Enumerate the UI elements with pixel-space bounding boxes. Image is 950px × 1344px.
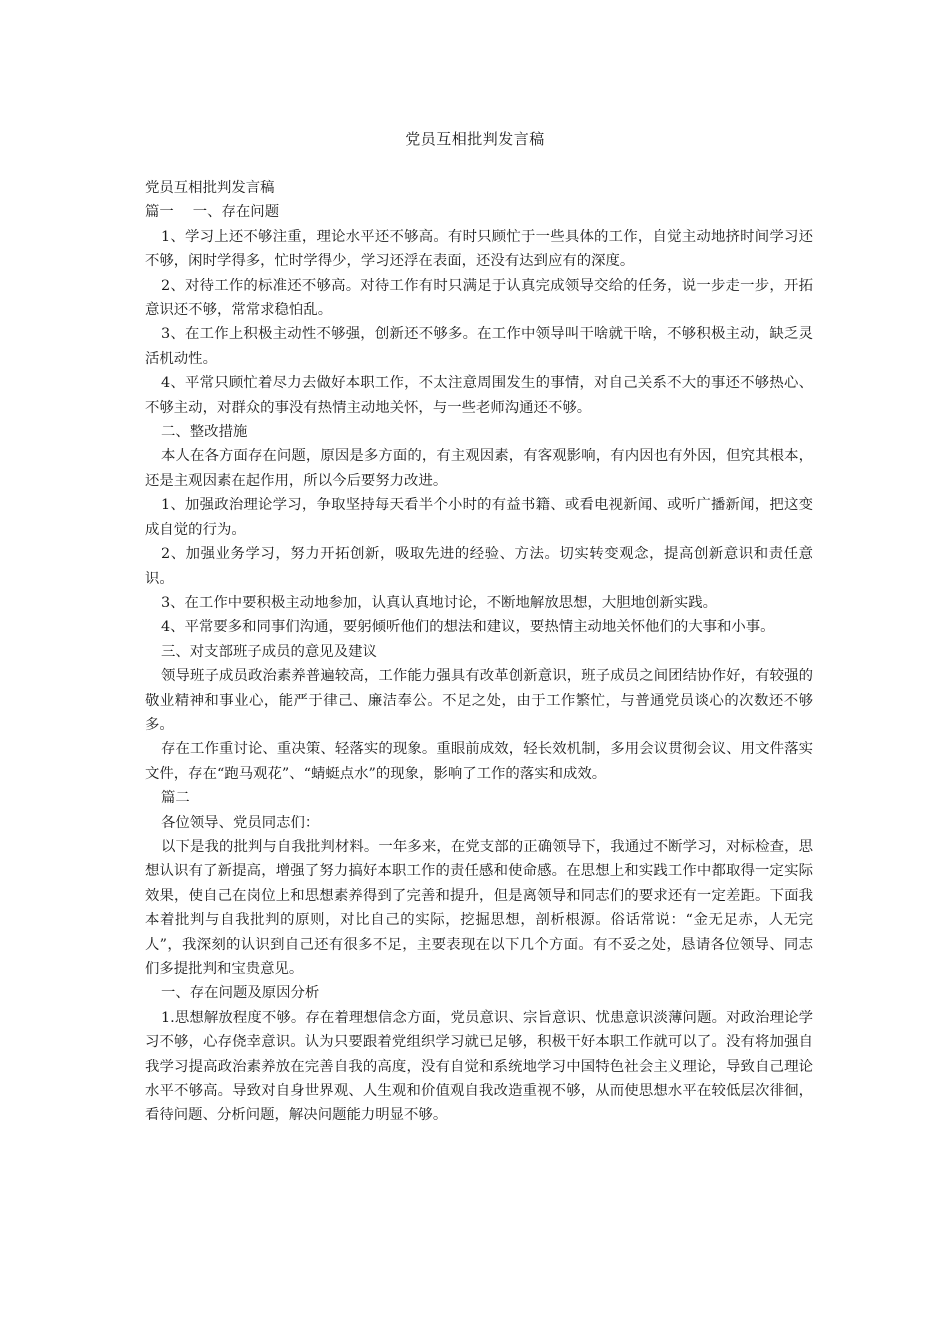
paragraph: 篇二 (161, 790, 190, 807)
paragraph: 以下是我的批判与自我批判材料。一年多来，在党支部的正确领导下，我通过不断学习，对标检查，思想认识有了新提高，增强了努力搞好本职工作的责任感和使命感。在思想上和实践工作中都取得一定实际效果，使自己在岗位上和思想素养得到了完善和提升，但是离领导和同志们的要求还有一定差距。下面我本着批判与自我批判的原则，对比自己的实际，挖掘思想，剖析根源。俗话常说：“金无足赤，人无完人”，我深刻的认识到自己还有很多不足，主要表现在以下几个方面。有不妥之处，恳请各位领导、同志们多提批判和宝贵意见。 (145, 838, 813, 977)
paragraph: 1.思想解放程度不够。存在着理想信念方面，党员意识、宗旨意识、忧患意识淡薄问题。对政治理论学习不够，心存侥幸意识。认为只要跟着党组织学习就已足够，积极干好本职工作就可以了。没有将加强自我学习提高政治素养放在完善自我的高度，没有自觉和系统地学习中国特色社会主义理论，导致自己理论水平不够高。导致对自身世界观、人生观和价值观自我改造重视不够，从而使思想水平在较低层次徘徊，看待问题、分析问题，解决问题能力明显不够。 (145, 1009, 813, 1124)
paragraph: 二、整改措施 (161, 424, 248, 441)
paragraph: 3、在工作中要积极主动地参加，认真认真地讨论，不断地解放思想，大胆地创新实践。 (161, 594, 718, 611)
paragraph: 4、平常要多和同事们沟通，要躬倾听他们的想法和建议，要热情主动地关怀他们的大事和小事。 (161, 619, 775, 636)
paragraph: 篇一 一、存在问题 (145, 204, 280, 221)
paragraph: 本人在各方面存在问题，原因是多方面的，有主观因素，有客观影响，有内因也有外因，但究其根本，还是主观因素在起作用，所以今后要努力改进。 (145, 448, 813, 489)
paragraph: 一、存在问题及原因分析 (161, 985, 320, 1002)
paragraph: 各位领导、党员同志们： (161, 814, 320, 831)
paragraph: 1、加强政治理论学习，争取坚持每天看半个小时的有益书籍、或看电视新闻、或听广播新闻，把这变成自觉的行为。 (145, 497, 813, 538)
paragraph: 2、对待工作的标准还不够高。对待工作有时只满足于认真完成领导交给的任务，说一步走一步，开拓意识还不够，常常求稳怕乱。 (145, 277, 813, 319)
paragraph: 领导班子成员政治素养普遍较高，工作能力强具有改革创新意识，班子成员之间团结协作好，有较强的敬业精神和事业心，能严于律己、廉洁奉公。不足之处，由于工作繁忙，与普通党员谈心的次数还不够多。 (145, 668, 813, 733)
paragraph: 三、对支部班子成员的意见及建议 (161, 643, 377, 660)
paragraph: 1、学习上还不够注重，理论水平还不够高。有时只顾忙于一些具体的工作，自觉主动地挤时间学习还不够，闲时学得多，忙时学得少，学习还浮在表面，还没有达到应有的深度。 (145, 228, 813, 270)
paragraph: 3、在工作上积极主动性不够强，创新还不够多。在工作中领导叫干啥就干啥，不够积极主动，缺乏灵活机动性。 (145, 326, 813, 367)
paragraph: 党员互相批判发言稿 (145, 180, 275, 196)
paragraph: 4、平常只顾忙着尽力去做好本职工作，不太注意周围发生的事情，对自己关系不大的事还不够热心、不够主动，对群众的事没有热情主动地关怀，与一些老师沟通还不够。 (145, 375, 813, 416)
document-body (145, 176, 813, 1128)
paragraph: 2、加强业务学习，努力开拓创新，吸取先进的经验、方法。切实转变观念，提高创新意识和责任意识。 (145, 546, 813, 587)
paragraph: 存在工作重讨论、重决策、轻落实的现象。重眼前成效，轻长效机制，多用会议贯彻会议、用文件落实文件，存在“跑马观花”、“蜻蜓点水”的现象，影响了工作的落实和成效。 (145, 741, 813, 782)
document-title: 党员互相批判发言稿 (405, 130, 545, 148)
